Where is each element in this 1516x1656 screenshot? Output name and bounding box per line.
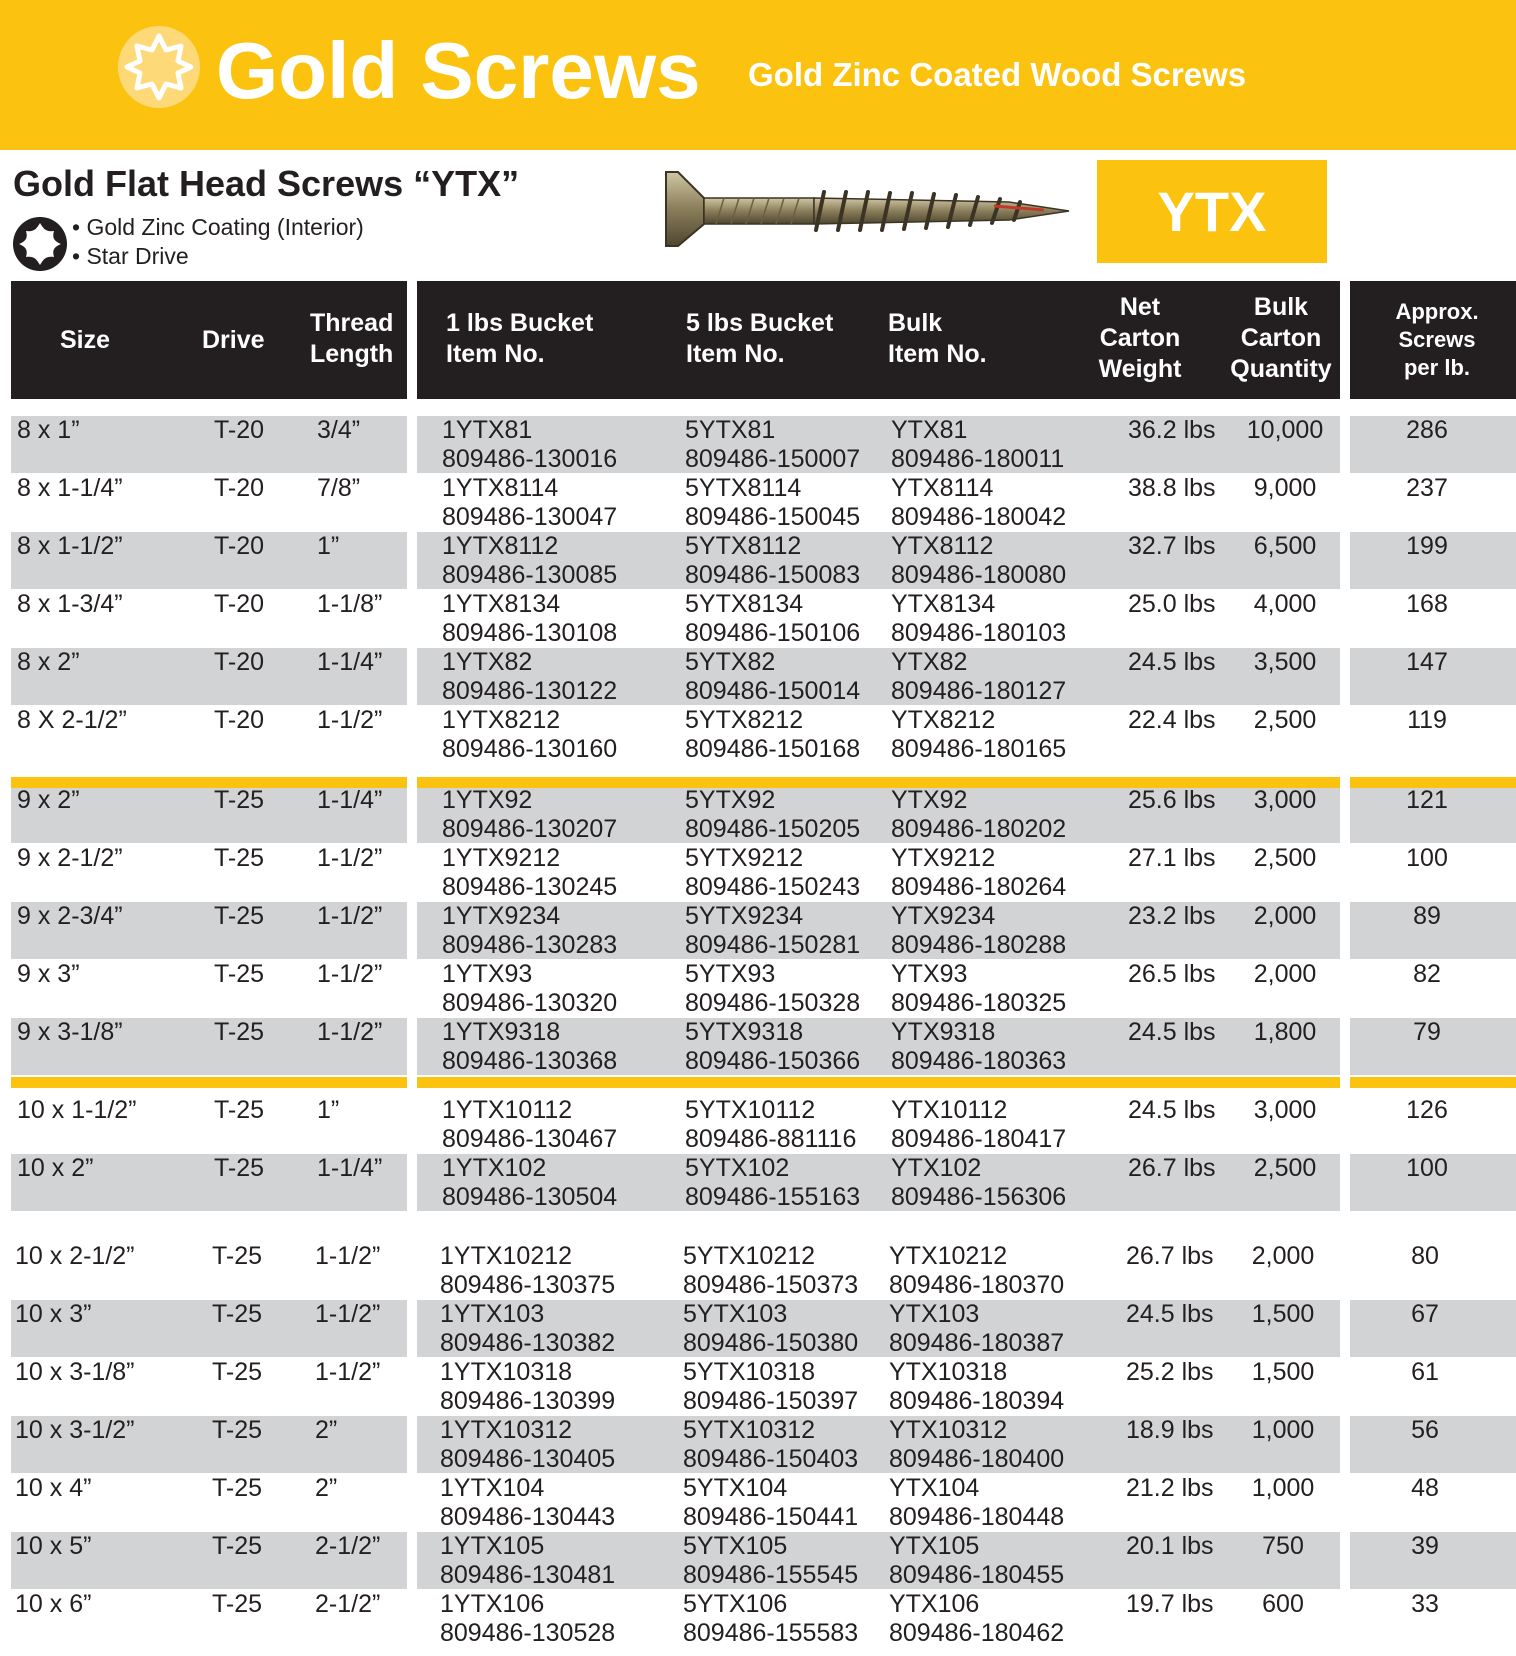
bucket5-item-cell: 5YTX106 [683,1590,788,1618]
column-divider [1340,1242,1350,1656]
drive-cell: T-20 [214,474,265,502]
bucket1-item-cell: 1YTX93 [442,960,533,988]
column-header-5lb-bucket: 5 lbs Bucket Item No. [686,309,834,368]
bucket1-item-cell: 1YTX8114 [442,474,559,502]
bulk-item-cell: YTX10312 [889,1416,1008,1444]
net-weight-cell: 21.2 lbs [1126,1474,1214,1502]
bulk-item-cell: YTX9212 [891,844,996,872]
carton-quantity-cell: 2,500 [1253,706,1317,734]
bulk-upc-cell: 809486-180417 [891,1125,1067,1153]
bucket5-upc-cell: 809486-150243 [685,873,861,901]
size-cell: 10 x 6” [15,1590,92,1618]
thread-length-cell: 7/8” [317,474,361,502]
bucket1-upc-cell: 809486-130375 [440,1271,616,1299]
size-cell: 10 x 3” [15,1300,92,1328]
bucket5-upc-cell: 809486-150397 [683,1387,859,1415]
size-cell: 10 x 3-1/2” [15,1416,135,1444]
bucket5-item-cell: 5YTX103 [683,1300,788,1328]
bulk-upc-cell: 809486-180103 [891,619,1067,647]
bulk-upc-cell: 809486-180080 [891,561,1067,589]
bucket1-upc-cell: 809486-130481 [440,1561,616,1589]
bucket5-upc-cell: 809486-150205 [685,815,861,843]
size-cell: 8 x 2” [17,648,80,676]
thread-length-cell: 1-1/2” [317,960,383,988]
bulk-item-cell: YTX103 [889,1300,980,1328]
screws-per-lb-cell: 100 [1406,1154,1448,1182]
thread-length-cell: 1” [317,532,340,560]
carton-quantity-cell: 750 [1262,1532,1304,1560]
net-weight-cell: 26.5 lbs [1128,960,1216,988]
bucket5-item-cell: 5YTX105 [683,1532,788,1560]
net-weight-cell: 26.7 lbs [1128,1154,1216,1182]
column-header-bulk: Bulk Item No. [888,309,987,368]
bucket5-item-cell: 5YTX9318 [685,1018,804,1046]
bucket1-item-cell: 1YTX8134 [442,590,561,618]
size-cell: 9 x 2-1/2” [17,844,123,872]
bucket5-upc-cell: 809486-155545 [683,1561,859,1589]
net-weight-cell: 24.5 lbs [1128,1018,1216,1046]
bucket5-upc-cell: 809486-150045 [685,503,861,531]
product-title: Gold Flat Head Screws “YTX” [13,163,520,204]
bulk-item-cell: YTX9318 [891,1018,996,1046]
net-weight-cell: 23.2 lbs [1128,902,1216,930]
bucket5-upc-cell: 809486-155163 [685,1183,861,1211]
drive-cell: T-25 [214,844,265,872]
size-cell: 9 x 3-1/8” [17,1018,123,1046]
bucket5-item-cell: 5YTX92 [685,786,776,814]
screws-per-lb-cell: 286 [1406,416,1448,444]
drive-cell: T-25 [214,960,265,988]
thread-length-cell: 1-1/4” [317,648,383,676]
screws-per-lb-cell: 82 [1413,960,1441,988]
size-cell: 10 x 1-1/2” [17,1096,137,1124]
screws-per-lb-cell: 80 [1411,1242,1439,1270]
carton-quantity-cell: 3,000 [1253,1096,1317,1124]
net-weight-cell: 25.2 lbs [1126,1358,1214,1386]
thread-length-cell: 1-1/2” [315,1242,381,1270]
bucket1-item-cell: 1YTX9318 [442,1018,561,1046]
carton-quantity-cell: 1,000 [1251,1474,1315,1502]
bucket1-item-cell: 1YTX9212 [442,844,561,872]
drive-cell: T-25 [214,1018,265,1046]
net-weight-cell: 18.9 lbs [1126,1416,1214,1444]
carton-quantity-cell: 2,500 [1253,844,1317,872]
net-weight-cell: 26.7 lbs [1126,1242,1214,1270]
drive-cell: T-20 [214,532,265,560]
product-code-badge [1097,160,1327,263]
column-header-size: Size [60,326,111,354]
thread-length-cell: 1-1/2” [317,706,383,734]
bucket1-upc-cell: 809486-130504 [442,1183,618,1211]
thread-length-cell: 2-1/2” [315,1590,381,1618]
product-code: YTX [1157,180,1267,243]
bulk-upc-cell: 809486-180462 [889,1619,1065,1647]
bulk-upc-cell: 809486-180288 [891,931,1067,959]
bucket1-upc-cell: 809486-130047 [442,503,618,531]
bucket1-item-cell: 1YTX102 [442,1154,547,1182]
bucket1-item-cell: 1YTX106 [440,1590,545,1618]
size-cell: 8 x 1-1/2” [17,532,123,560]
size-cell: 8 x 1-3/4” [17,590,123,618]
bucket1-upc-cell: 809486-130283 [442,931,618,959]
bucket1-upc-cell: 809486-130085 [442,561,618,589]
bucket5-item-cell: 5YTX10312 [683,1416,816,1444]
column-header-carton-quantity: Bulk Carton Quantity [1230,293,1332,383]
bucket5-upc-cell: 809486-150083 [685,561,861,589]
bucket5-upc-cell: 809486-155583 [683,1619,859,1647]
net-weight-cell: 24.5 lbs [1126,1300,1214,1328]
bucket5-upc-cell: 809486-150106 [685,619,861,647]
size-cell: 9 x 3” [17,960,80,988]
bucket5-upc-cell: 809486-150403 [683,1445,859,1473]
bucket5-item-cell: 5YTX93 [685,960,776,988]
bulk-upc-cell: 809486-180400 [889,1445,1065,1473]
thread-length-cell: 1-1/8” [317,590,383,618]
drive-cell: T-25 [214,1154,265,1182]
bucket5-item-cell: 5YTX104 [683,1474,788,1502]
carton-quantity-cell: 1,000 [1251,1416,1315,1444]
carton-quantity-cell: 9,000 [1253,474,1317,502]
bucket1-item-cell: 1YTX8212 [442,706,561,734]
carton-quantity-cell: 4,000 [1253,590,1317,618]
star-drive-icon [11,215,69,273]
thread-length-cell: 1-1/2” [317,902,383,930]
bucket1-item-cell: 1YTX104 [440,1474,545,1502]
bulk-item-cell: YTX8114 [891,474,994,502]
thread-length-cell: 1-1/2” [315,1300,381,1328]
bucket1-upc-cell: 809486-130245 [442,873,618,901]
net-weight-cell: 38.8 lbs [1128,474,1216,502]
brand-subtitle: Gold Zinc Coated Wood Screws [748,56,1247,93]
carton-quantity-cell: 1,500 [1251,1300,1315,1328]
carton-quantity-cell: 1,500 [1251,1358,1315,1386]
drive-cell: T-25 [214,786,265,814]
bulk-upc-cell: 809486-180394 [889,1387,1065,1415]
bulk-upc-cell: 809486-180363 [891,1047,1067,1075]
bucket5-upc-cell: 809486-881116 [685,1125,857,1153]
size-cell: 8 x 1-1/4” [17,474,123,502]
bulk-item-cell: YTX105 [889,1532,980,1560]
bulk-upc-cell: 809486-180370 [889,1271,1065,1299]
size-cell: 10 x 5” [15,1532,92,1560]
bucket1-upc-cell: 809486-130207 [442,815,618,843]
bucket5-upc-cell: 809486-150366 [685,1047,861,1075]
net-weight-cell: 22.4 lbs [1128,706,1216,734]
bulk-item-cell: YTX9234 [891,902,996,930]
screws-per-lb-cell: 89 [1413,902,1441,930]
bucket1-item-cell: 1YTX10112 [442,1096,573,1124]
size-cell: 9 x 2-3/4” [17,902,123,930]
bucket1-item-cell: 1YTX81 [442,416,533,444]
bulk-item-cell: YTX81 [891,416,968,444]
bucket1-item-cell: 1YTX10318 [440,1358,573,1386]
bulk-item-cell: YTX106 [889,1590,980,1618]
bulk-upc-cell: 809486-180127 [891,677,1067,705]
carton-quantity-cell: 2,000 [1253,960,1317,988]
bucket5-upc-cell: 809486-150007 [685,445,861,473]
column-header-drive: Drive [202,326,265,354]
screws-per-lb-cell: 39 [1411,1532,1439,1560]
bulk-upc-cell: 809486-180325 [891,989,1067,1017]
thread-length-cell: 1-1/4” [317,786,383,814]
thread-length-cell: 3/4” [317,416,361,444]
net-weight-cell: 19.7 lbs [1126,1590,1214,1618]
carton-quantity-cell: 3,000 [1253,786,1317,814]
bucket5-item-cell: 5YTX10112 [685,1096,816,1124]
bucket5-upc-cell: 809486-150380 [683,1329,859,1357]
bulk-item-cell: YTX8112 [891,532,994,560]
thread-length-cell: 2-1/2” [315,1532,381,1560]
carton-quantity-cell: 6,500 [1253,532,1317,560]
screws-per-lb-cell: 147 [1406,648,1448,676]
screws-per-lb-cell: 48 [1411,1474,1439,1502]
column-divider [407,416,417,1234]
drive-cell: T-20 [214,706,265,734]
bulk-item-cell: YTX104 [889,1474,980,1502]
column-header-1lb-bucket: 1 lbs Bucket Item No. [446,309,594,368]
drive-cell: T-25 [214,1096,265,1124]
screws-per-lb-cell: 237 [1406,474,1448,502]
bucket5-upc-cell: 809486-150441 [683,1503,859,1531]
size-cell: 10 x 2” [17,1154,94,1182]
header-banner [0,0,1516,150]
bucket5-item-cell: 5YTX10318 [683,1358,816,1386]
thread-length-cell: 1-1/4” [317,1154,383,1182]
screws-per-lb-cell: 199 [1406,532,1448,560]
bucket1-item-cell: 1YTX9234 [442,902,561,930]
bucket5-item-cell: 5YTX8212 [685,706,804,734]
bulk-item-cell: YTX8212 [891,706,996,734]
bucket5-upc-cell: 809486-150168 [685,735,861,763]
bucket1-item-cell: 1YTX82 [442,648,533,676]
net-weight-cell: 25.6 lbs [1128,786,1216,814]
screws-per-lb-cell: 33 [1411,1590,1439,1618]
column-header-net-weight: Net Carton Weight [1098,293,1182,383]
carton-quantity-cell: 2,000 [1251,1242,1315,1270]
bucket5-upc-cell: 809486-150014 [685,677,861,705]
size-cell: 10 x 2-1/2” [15,1242,135,1270]
bucket5-item-cell: 5YTX8134 [685,590,804,618]
bulk-item-cell: YTX102 [891,1154,982,1182]
drive-cell: T-25 [212,1532,263,1560]
drive-cell: T-25 [212,1300,263,1328]
bulk-item-cell: YTX93 [891,960,968,988]
screws-per-lb-cell: 56 [1411,1416,1439,1444]
carton-quantity-cell: 2,500 [1253,1154,1317,1182]
bucket5-item-cell: 5YTX8114 [685,474,802,502]
screws-per-lb-cell: 126 [1406,1096,1448,1124]
net-weight-cell: 24.5 lbs [1128,1096,1216,1124]
bucket1-item-cell: 1YTX103 [440,1300,545,1328]
bucket1-upc-cell: 809486-130405 [440,1445,616,1473]
star-drive-icon [118,26,200,108]
bucket1-upc-cell: 809486-130016 [442,445,618,473]
bucket5-item-cell: 5YTX10212 [683,1242,816,1270]
net-weight-cell: 36.2 lbs [1128,416,1216,444]
bucket5-item-cell: 5YTX81 [685,416,776,444]
net-weight-cell: 32.7 lbs [1128,532,1216,560]
bucket1-item-cell: 1YTX10212 [440,1242,573,1270]
drive-cell: T-25 [212,1474,263,1502]
drive-cell: T-20 [214,590,265,618]
screw-illustration [664,170,1074,255]
thread-length-cell: 2” [315,1416,338,1444]
bulk-item-cell: YTX82 [891,648,968,676]
bulk-item-cell: YTX8134 [891,590,996,618]
bulk-upc-cell: 809486-180448 [889,1503,1065,1531]
drive-cell: T-20 [214,416,265,444]
bucket1-upc-cell: 809486-130368 [442,1047,618,1075]
screws-per-lb-cell: 100 [1406,844,1448,872]
drive-cell: T-25 [212,1416,263,1444]
bulk-upc-cell: 809486-156306 [891,1183,1067,1211]
bucket1-upc-cell: 809486-130443 [440,1503,616,1531]
thread-length-cell: 2” [315,1474,338,1502]
column-divider [1340,416,1350,1234]
bulk-item-cell: YTX92 [891,786,968,814]
group-separator [11,1077,1516,1088]
net-weight-cell: 25.0 lbs [1128,590,1216,618]
bucket1-item-cell: 1YTX105 [440,1532,545,1560]
brand-title: Gold Screws [216,26,701,115]
screws-per-lb-cell: 121 [1406,786,1448,814]
bucket5-item-cell: 5YTX8112 [685,532,802,560]
column-header-thread-length: Thread Length [310,309,394,368]
screws-per-lb-cell: 67 [1411,1300,1439,1328]
bulk-upc-cell: 809486-180042 [891,503,1067,531]
drive-cell: T-25 [212,1242,263,1270]
bulk-item-cell: YTX10212 [889,1242,1008,1270]
drive-cell: T-25 [212,1590,263,1618]
net-weight-cell: 27.1 lbs [1128,844,1216,872]
drive-cell: T-25 [212,1358,263,1386]
bucket5-item-cell: 5YTX9212 [685,844,804,872]
drive-cell: T-25 [214,902,265,930]
bulk-upc-cell: 809486-180455 [889,1561,1065,1589]
net-weight-cell: 20.1 lbs [1126,1532,1214,1560]
thread-length-cell: 1” [317,1096,340,1124]
bucket5-upc-cell: 809486-150373 [683,1271,859,1299]
bulk-upc-cell: 809486-180165 [891,735,1067,763]
feature-list [72,213,364,271]
bucket1-upc-cell: 809486-130160 [442,735,618,763]
bucket1-upc-cell: 809486-130382 [440,1329,616,1357]
screws-per-lb-cell: 119 [1407,706,1447,734]
bucket1-item-cell: 1YTX8112 [442,532,559,560]
column-divider [407,1242,417,1656]
size-cell: 10 x 4” [15,1474,92,1502]
bucket5-upc-cell: 809486-150328 [685,989,861,1017]
bucket5-upc-cell: 809486-150281 [685,931,861,959]
bucket5-item-cell: 5YTX9234 [685,902,804,930]
bucket1-upc-cell: 809486-130467 [442,1125,618,1153]
size-cell: 10 x 3-1/8” [15,1358,135,1386]
feature-drive: • Star Drive [72,243,189,269]
drive-cell: T-20 [214,648,265,676]
net-weight-cell: 24.5 lbs [1128,648,1216,676]
carton-quantity-cell: 1,800 [1253,1018,1317,1046]
size-cell: 9 x 2” [17,786,80,814]
screws-per-lb-cell: 79 [1413,1018,1441,1046]
bulk-upc-cell: 809486-180011 [891,445,1065,473]
bucket1-upc-cell: 809486-130122 [442,677,618,705]
bucket1-upc-cell: 809486-130528 [440,1619,616,1647]
thread-length-cell: 1-1/2” [317,1018,383,1046]
bulk-upc-cell: 809486-180202 [891,815,1067,843]
screws-per-lb-cell: 168 [1406,590,1448,618]
bucket1-upc-cell: 809486-130320 [442,989,618,1017]
carton-quantity-cell: 600 [1262,1590,1304,1618]
bucket1-upc-cell: 809486-130108 [442,619,618,647]
bulk-upc-cell: 809486-180387 [889,1329,1065,1357]
carton-quantity-cell: 10,000 [1246,416,1324,444]
carton-quantity-cell: 2,000 [1253,902,1317,930]
bucket1-item-cell: 1YTX92 [442,786,533,814]
bucket1-item-cell: 1YTX10312 [440,1416,573,1444]
thread-length-cell: 1-1/2” [317,844,383,872]
column-header-screws-per-lb: Approx. Screws per lb. [1395,299,1479,380]
bucket1-upc-cell: 809486-130399 [440,1387,616,1415]
screws-per-lb-cell: 61 [1411,1358,1439,1386]
thread-length-cell: 1-1/2” [315,1358,381,1386]
size-cell: 8 x 1” [17,416,80,444]
bucket5-item-cell: 5YTX82 [685,648,776,676]
bulk-item-cell: YTX10112 [891,1096,1008,1124]
size-cell: 8 X 2-1/2” [17,706,127,734]
bucket5-item-cell: 5YTX102 [685,1154,790,1182]
feature-coating: • Gold Zinc Coating (Interior) [72,214,364,240]
bulk-item-cell: YTX10318 [889,1358,1008,1386]
bulk-upc-cell: 809486-180264 [891,873,1067,901]
carton-quantity-cell: 3,500 [1253,648,1317,676]
